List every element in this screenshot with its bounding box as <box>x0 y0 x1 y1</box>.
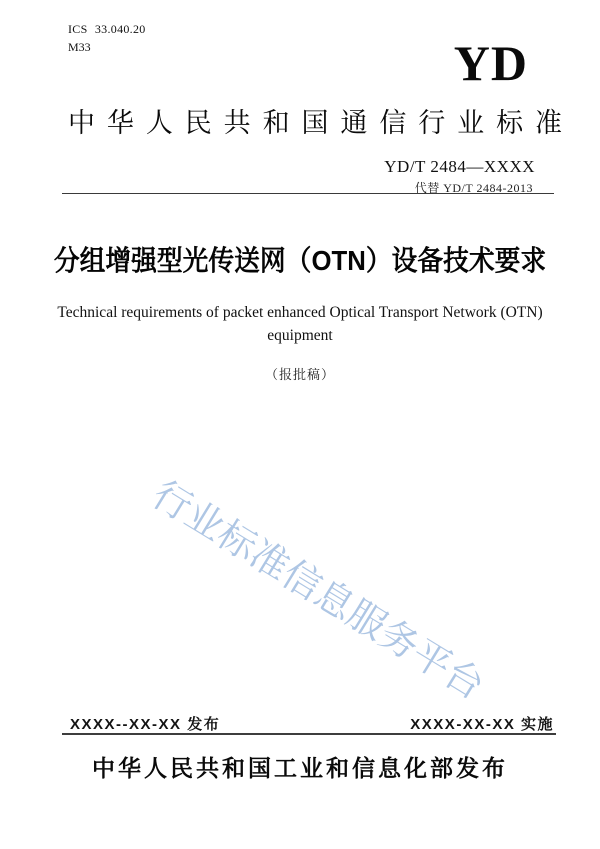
standard-series-title: 中华人民共和国通信行业标准 <box>68 108 562 138</box>
footer-divider <box>62 733 556 735</box>
header-divider <box>62 193 554 194</box>
implement-date: XXXX-XX-XX 实施 <box>410 716 554 733</box>
standard-number: YD/T 2484—XXXX <box>384 157 535 176</box>
yd-logo: YD <box>453 35 528 91</box>
draft-status-label: （报批稿） <box>264 367 335 382</box>
document-title-en <box>55 301 545 347</box>
title-en-line2: equipment <box>267 327 333 344</box>
watermark-text: 行业标准信息服务平台 <box>144 473 491 709</box>
ics-code: ICS 33.040.20 <box>68 22 146 36</box>
replaces-note: 代替 YD/T 2484-2013 <box>414 181 533 195</box>
publisher-line: 中华人民共和国工业和信息化部发布 <box>92 755 508 781</box>
document-title-cn: 分组增强型光传送网（OTN）设备技术要求 <box>53 245 547 276</box>
document-class-code: M33 <box>68 40 91 54</box>
issue-date: XXXX--XX-XX 发布 <box>70 716 221 733</box>
title-en-line1: Technical requirements of packet enhanced Optical Transport Network (OTN) <box>57 304 543 321</box>
